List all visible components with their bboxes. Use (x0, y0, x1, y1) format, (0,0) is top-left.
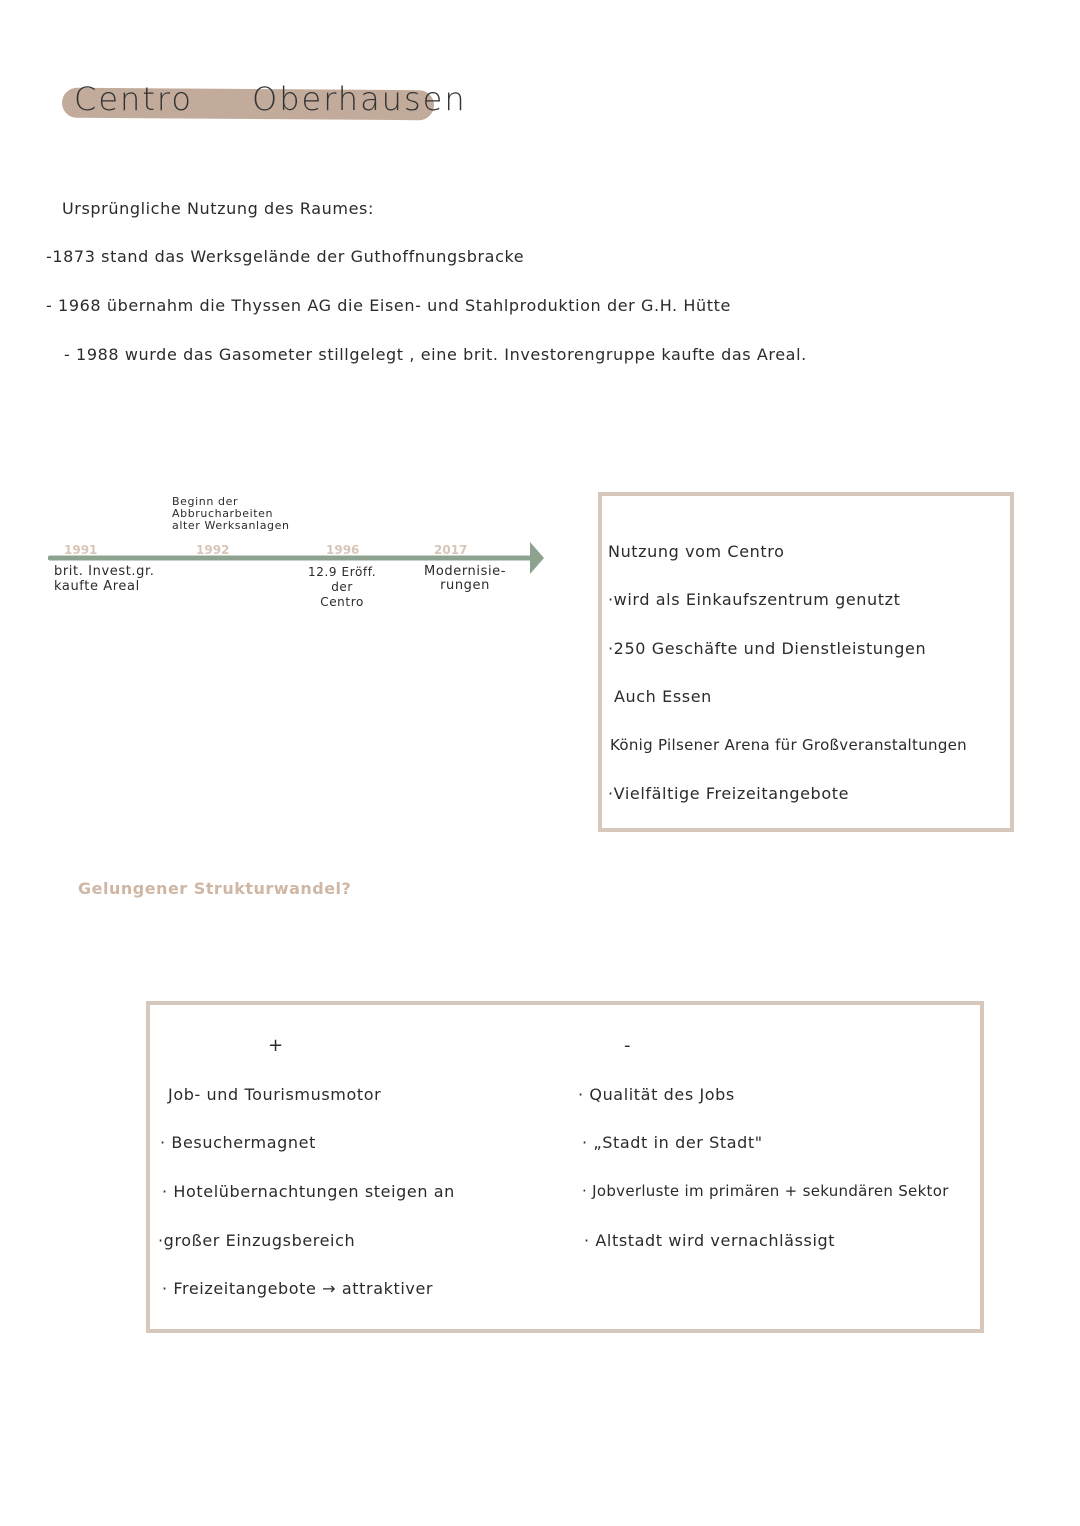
timeline-year-1992: 1992 (196, 543, 230, 557)
con-item-old-town: · Altstadt wird vernachlässigt (584, 1231, 836, 1250)
con-item-job-quality: · Qualität des Jobs (578, 1085, 735, 1104)
usage-item-shops: ·250 Geschäfte und Dienstleistungen (608, 639, 927, 658)
usage-item-arena: König Pilsener Arena für Großveranstaltungen (610, 736, 967, 754)
history-item-1988: - 1988 wurde das Gasometer stillgelegt , eine brit. Investorengruppe kaufte das Areal. (64, 345, 807, 364)
pro-item-visitor-magnet: · Besuchermagnet (160, 1133, 316, 1152)
structural-change-heading: Gelungener Strukturwandel? (78, 879, 352, 898)
timeline-label-1991: brit. Invest.gr. kaufte Areal (54, 564, 155, 594)
title-word-oberhausen: Oberhausen (252, 80, 467, 118)
usage-item-food: Auch Essen (614, 687, 712, 706)
pros-cons-box (146, 1001, 984, 1333)
con-item-job-losses: · Jobverluste im primären + sekundären Sektor (582, 1182, 949, 1200)
pro-item-catchment: ·großer Einzugsbereich (158, 1231, 356, 1250)
pro-item-leisure: · Freizeitangebote → attraktiver (162, 1279, 434, 1298)
history-item-1968: - 1968 übernahm die Thyssen AG die Eisen- und Stahlproduktion der G.H. Hütte (46, 296, 731, 315)
usage-box (598, 492, 1014, 832)
original-use-heading: Ursprüngliche Nutzung des Raumes: (62, 199, 374, 218)
timeline-label-1992: Beginn der Abbrucharbeiten alter Werksanlagen (172, 495, 290, 532)
minus-label: - (624, 1035, 632, 1056)
usage-box-heading: Nutzung vom Centro (608, 542, 785, 561)
usage-item-leisure: ·Vielfältige Freizeitangebote (608, 784, 850, 803)
timeline-year-1996: 1996 (326, 543, 360, 557)
con-item-city-in-city: · „Stadt in der Stadt" (582, 1133, 763, 1152)
pro-item-hotel-stays: · Hotelübernachtungen steigen an (162, 1182, 455, 1201)
title-word-centro: Centro (74, 80, 193, 118)
timeline-label-2017: Modernisie- rungen (424, 564, 507, 593)
history-item-1873: -1873 stand das Werksgelände der Guthoffnungsbracke (46, 247, 525, 266)
timeline-label-1996: 12.9 Eröff. der Centro (308, 565, 377, 609)
timeline-year-1991: 1991 (64, 543, 98, 557)
usage-item-shopping: ·wird als Einkaufszentrum genutzt (608, 590, 901, 609)
pro-item-job-tourism: Job- und Tourismusmotor (168, 1085, 382, 1104)
plus-label: + (268, 1035, 284, 1056)
timeline-year-2017: 2017 (434, 543, 468, 557)
